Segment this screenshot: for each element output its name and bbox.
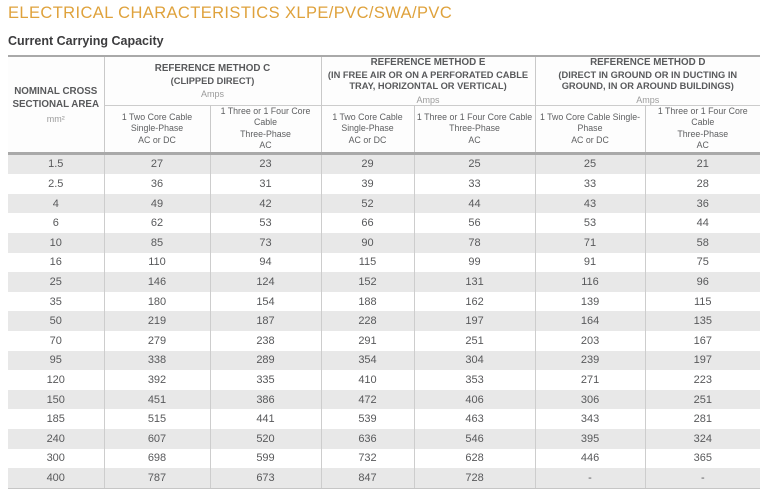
- value-cell: 96: [645, 272, 760, 292]
- value-cell: 162: [414, 292, 535, 312]
- method-d-title: REFERENCE METHOD D: [590, 57, 706, 69]
- value-cell: 228: [321, 311, 414, 331]
- method-d-col1-header: [535, 106, 645, 154]
- value-cell: 110: [104, 253, 210, 273]
- subheader-line: 1 Three or 1 Four Core Cable: [220, 106, 311, 128]
- value-cell: 847: [321, 468, 414, 488]
- value-cell: 289: [210, 351, 321, 371]
- subheader-line: Three-Phase: [677, 128, 729, 139]
- area-header-line1: NOMINAL CROSS: [14, 86, 98, 98]
- value-cell: 152: [321, 272, 414, 292]
- value-cell: 324: [645, 429, 760, 449]
- value-cell: 441: [210, 409, 321, 429]
- table-row: [8, 409, 760, 429]
- table-row: [8, 194, 760, 214]
- area-column-header: [8, 56, 104, 153]
- value-cell: 304: [414, 351, 535, 371]
- area-cell: 95: [8, 351, 104, 371]
- value-cell: -: [645, 468, 760, 488]
- value-cell: 39: [321, 174, 414, 194]
- value-cell: 392: [104, 370, 210, 390]
- area-header-line2: SECTIONAL AREA: [12, 99, 100, 111]
- table-row: [8, 390, 760, 410]
- subheader-line: AC or DC: [138, 134, 176, 145]
- table-row: [8, 331, 760, 351]
- value-cell: 78: [414, 233, 535, 253]
- value-cell: 472: [321, 390, 414, 410]
- method-e-col2-header: [414, 106, 535, 154]
- value-cell: 546: [414, 429, 535, 449]
- area-cell: 50: [8, 311, 104, 331]
- table-row: [8, 253, 760, 273]
- value-cell: 520: [210, 429, 321, 449]
- value-cell: 94: [210, 253, 321, 273]
- value-cell: 354: [321, 351, 414, 371]
- table-row: [8, 292, 760, 312]
- value-cell: 52: [321, 194, 414, 214]
- value-cell: 203: [535, 331, 645, 351]
- value-cell: 306: [535, 390, 645, 410]
- value-cell: 53: [535, 213, 645, 233]
- table-row: [8, 370, 760, 390]
- table-row: [8, 233, 760, 253]
- subheader-line: Single-Phase: [130, 123, 184, 134]
- table-row: [8, 311, 760, 331]
- table-header: [8, 56, 760, 153]
- value-cell: 410: [321, 370, 414, 390]
- value-cell: 116: [535, 272, 645, 292]
- area-cell: 35: [8, 292, 104, 312]
- value-cell: 23: [210, 153, 321, 174]
- method-d-subtitle: (DIRECT IN GROUND OR IN DUCTING IN GROUND, IN OR AROUND BUILDINGS): [558, 69, 738, 92]
- area-cell: 300: [8, 449, 104, 469]
- value-cell: 53: [210, 213, 321, 233]
- value-cell: 515: [104, 409, 210, 429]
- value-cell: 728: [414, 468, 535, 488]
- value-cell: 36: [104, 174, 210, 194]
- table-row: [8, 351, 760, 371]
- subheader-line: Three-Phase: [240, 128, 291, 139]
- table-row: [8, 468, 760, 488]
- value-cell: 167: [645, 331, 760, 351]
- subheader-line: 1 Three or 1 Four Core Cable: [416, 111, 533, 122]
- area-cell: 16: [8, 253, 104, 273]
- value-cell: 99: [414, 253, 535, 273]
- subheader-line: AC or DC: [571, 134, 609, 145]
- area-cell: 2.5: [8, 174, 104, 194]
- value-cell: 90: [321, 233, 414, 253]
- subheader-line: 1 Three or 1 Four Core Cable: [657, 106, 748, 128]
- area-cell: 1.5: [8, 153, 104, 174]
- value-cell: 197: [414, 311, 535, 331]
- method-d-unit: Amps: [636, 94, 660, 105]
- value-cell: 42: [210, 194, 321, 214]
- area-cell: 240: [8, 429, 104, 449]
- value-cell: 33: [414, 174, 535, 194]
- area-cell: 70: [8, 331, 104, 351]
- subheader-line: Three-Phase: [449, 123, 500, 134]
- area-cell: 150: [8, 390, 104, 410]
- subheader-line: Single-Phase: [341, 123, 394, 134]
- value-cell: 31: [210, 174, 321, 194]
- value-cell: 66: [321, 213, 414, 233]
- value-cell: 154: [210, 292, 321, 312]
- value-cell: 75: [645, 253, 760, 273]
- value-cell: 673: [210, 468, 321, 488]
- method-e-unit: Amps: [416, 94, 440, 105]
- value-cell: 115: [321, 253, 414, 273]
- value-cell: 406: [414, 390, 535, 410]
- area-cell: 120: [8, 370, 104, 390]
- value-cell: 164: [535, 311, 645, 331]
- value-cell: 698: [104, 449, 210, 469]
- value-cell: 281: [645, 409, 760, 429]
- value-cell: 539: [321, 409, 414, 429]
- table-row: [8, 429, 760, 449]
- method-d-col2-header: [645, 106, 760, 154]
- value-cell: 188: [321, 292, 414, 312]
- method-c-col2-header: [210, 106, 321, 154]
- method-e-title: REFERENCE METHOD E: [370, 57, 486, 69]
- method-c-unit: Amps: [200, 89, 224, 100]
- sub-header-row: [8, 106, 760, 154]
- value-cell: 27: [104, 153, 210, 174]
- value-cell: 636: [321, 429, 414, 449]
- subheader-line: 1 Two Core Cable: [121, 111, 193, 122]
- value-cell: 43: [535, 194, 645, 214]
- method-c-group-header: [104, 56, 321, 106]
- value-cell: 124: [210, 272, 321, 292]
- value-cell: 71: [535, 233, 645, 253]
- value-cell: 251: [414, 331, 535, 351]
- current-carrying-capacity-table: [8, 55, 760, 489]
- value-cell: 628: [414, 449, 535, 469]
- value-cell: 365: [645, 449, 760, 469]
- value-cell: 607: [104, 429, 210, 449]
- value-cell: 62: [104, 213, 210, 233]
- value-cell: 91: [535, 253, 645, 273]
- value-cell: 25: [414, 153, 535, 174]
- value-cell: 197: [645, 351, 760, 371]
- value-cell: 223: [645, 370, 760, 390]
- value-cell: 49: [104, 194, 210, 214]
- method-e-subtitle: (IN FREE AIR OR ON A PERFORATED CABLE TRAY, HORIZONTAL OR VERTICAL): [327, 69, 529, 92]
- method-d-group-header: [535, 56, 760, 106]
- area-cell: 10: [8, 233, 104, 253]
- value-cell: 787: [104, 468, 210, 488]
- value-cell: 28: [645, 174, 760, 194]
- value-cell: 338: [104, 351, 210, 371]
- value-cell: 239: [535, 351, 645, 371]
- value-cell: 44: [645, 213, 760, 233]
- value-cell: 335: [210, 370, 321, 390]
- value-cell: 251: [645, 390, 760, 410]
- value-cell: 135: [645, 311, 760, 331]
- method-c-col1-header: [104, 106, 210, 154]
- table-row: [8, 153, 760, 174]
- value-cell: 29: [321, 153, 414, 174]
- subheader-line: AC: [468, 134, 481, 145]
- area-cell: 6: [8, 213, 104, 233]
- value-cell: 446: [535, 449, 645, 469]
- value-cell: 279: [104, 331, 210, 351]
- value-cell: 131: [414, 272, 535, 292]
- page-title: ELECTRICAL CHARACTERISTICS XLPE/PVC/SWA/PVC: [8, 4, 453, 22]
- value-cell: 238: [210, 331, 321, 351]
- value-cell: 732: [321, 449, 414, 469]
- value-cell: 219: [104, 311, 210, 331]
- value-cell: 73: [210, 233, 321, 253]
- method-e-group-header: [321, 56, 535, 106]
- area-header-unit: mm²: [46, 113, 65, 124]
- table-row: [8, 272, 760, 292]
- subheader-line: AC or DC: [348, 134, 387, 145]
- area-cell: 4: [8, 194, 104, 214]
- value-cell: 21: [645, 153, 760, 174]
- value-cell: 146: [104, 272, 210, 292]
- method-c-subtitle: (CLIPPED DIRECT): [170, 75, 255, 86]
- value-cell: 187: [210, 311, 321, 331]
- value-cell: 271: [535, 370, 645, 390]
- table-row: [8, 213, 760, 233]
- subheader-line: Phase: [577, 123, 603, 134]
- table-body: [8, 153, 760, 488]
- method-c-title: REFERENCE METHOD C: [154, 62, 271, 74]
- value-cell: 115: [645, 292, 760, 312]
- value-cell: 56: [414, 213, 535, 233]
- area-cell: 25: [8, 272, 104, 292]
- subheader-line: AC: [696, 140, 709, 151]
- table-row: [8, 449, 760, 469]
- value-cell: 291: [321, 331, 414, 351]
- subheader-line: AC: [259, 140, 272, 151]
- value-cell: 395: [535, 429, 645, 449]
- value-cell: 44: [414, 194, 535, 214]
- value-cell: 463: [414, 409, 535, 429]
- value-cell: 139: [535, 292, 645, 312]
- group-header-row: [8, 56, 760, 106]
- value-cell: 451: [104, 390, 210, 410]
- value-cell: 180: [104, 292, 210, 312]
- subheader-line: 1 Two Core Cable Single-: [539, 111, 641, 122]
- value-cell: 25: [535, 153, 645, 174]
- area-cell: 185: [8, 409, 104, 429]
- value-cell: 58: [645, 233, 760, 253]
- table-row: [8, 174, 760, 194]
- value-cell: 386: [210, 390, 321, 410]
- page-subtitle: Current Carrying Capacity: [8, 34, 164, 48]
- value-cell: 599: [210, 449, 321, 469]
- value-cell: 353: [414, 370, 535, 390]
- value-cell: 85: [104, 233, 210, 253]
- subheader-line: 1 Two Core Cable: [332, 111, 403, 122]
- area-cell: 400: [8, 468, 104, 488]
- value-cell: -: [535, 468, 645, 488]
- method-e-col1-header: [321, 106, 414, 154]
- value-cell: 36: [645, 194, 760, 214]
- value-cell: 343: [535, 409, 645, 429]
- value-cell: 33: [535, 174, 645, 194]
